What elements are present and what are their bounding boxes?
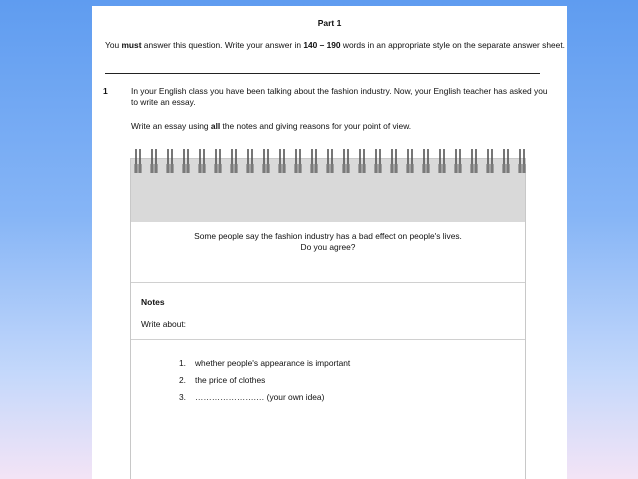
instruction-mid: answer this question. Write your answer in [141,40,304,50]
list-item-text: ………………….… (your own idea) [195,392,325,402]
instruction-word-count: 140 – 190 [303,40,341,50]
task-instruction [105,40,565,51]
list-item-text: whether people's appearance is important [195,358,351,368]
essay-prompt [131,231,525,252]
list-item [179,392,350,409]
notes-list [179,358,350,409]
instruction-pre: You [105,40,122,50]
write-about-label: Write about: [141,319,186,329]
part-title: Part 1 [317,18,342,28]
essay-instruction-post: the notes and giving reasons for your point of view. [220,121,412,131]
notepad-divider [131,282,525,283]
instruction-must: must [121,40,142,50]
notepad [130,158,526,479]
list-item [179,375,350,392]
list-item-text: the price of clothes [195,375,266,385]
list-item-number: 1. [179,358,186,368]
question-text: In your English class you have been talking about the fashion industry. Now, your English teacher has asked you to write an essay. [131,86,548,107]
exam-page [92,6,567,479]
essay-instruction-all: all [210,121,221,131]
prompt-line-1: Some people say the fashion industry has a bad effect on people's lives. [194,231,462,241]
list-item [179,358,350,375]
list-item-number: 2. [179,375,186,385]
prompt-line-2: Do you agree? [300,241,356,252]
list-item-number: 3. [179,392,186,402]
notepad-divider [131,339,525,340]
question-number: 1 [103,86,108,96]
essay-instruction [131,121,551,131]
notes-heading: Notes [141,297,165,307]
spiral-binding-icon [130,146,526,178]
horizontal-rule [105,73,540,74]
essay-instruction-pre: Write an essay using [131,121,211,131]
instruction-post: words in an appropriate style on the separate answer sheet. [340,40,565,50]
